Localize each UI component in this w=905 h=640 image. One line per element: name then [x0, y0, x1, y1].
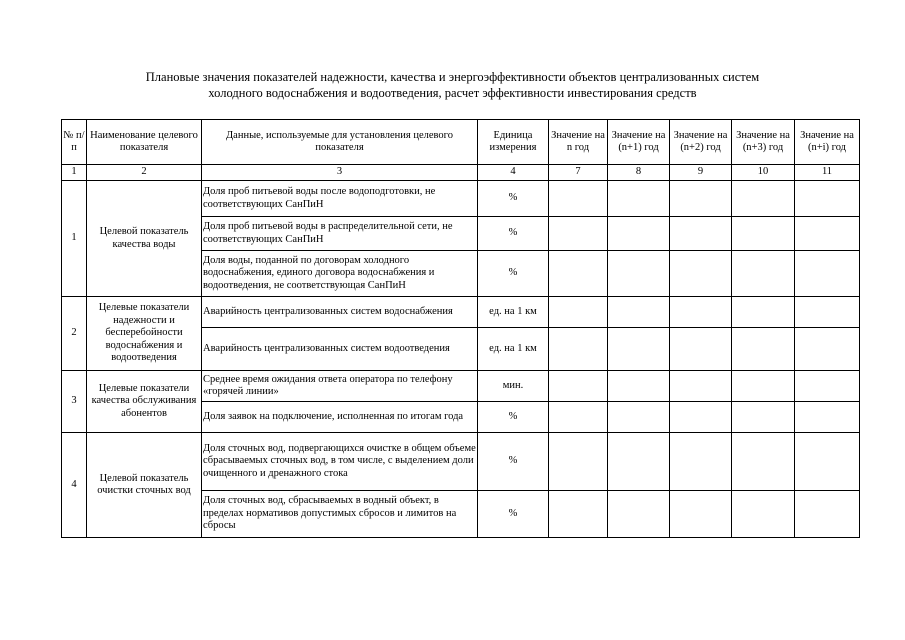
value-cell: [732, 251, 795, 297]
value-cell: [795, 402, 860, 433]
indicator-name-cell: Целевые показатели качества обслуживания абонентов: [87, 371, 202, 433]
value-cell: [608, 328, 670, 371]
value-cell: [670, 217, 732, 251]
value-cell: [670, 371, 732, 402]
document-title: [60, 69, 845, 101]
value-cell: [795, 433, 860, 491]
value-cell: [670, 491, 732, 538]
group-number-cell: 4: [62, 433, 87, 538]
table-row: [62, 181, 860, 217]
header-cell: Единица измерения: [478, 120, 549, 165]
column-number-cell: 7: [549, 165, 608, 181]
unit-cell: %: [478, 181, 549, 217]
indicator-data-cell: Доля заявок на подключение, исполненная по итогам года: [202, 402, 478, 433]
column-number-cell: 9: [670, 165, 732, 181]
unit-cell: %: [478, 433, 549, 491]
indicator-data-cell: Доля сточных вод, сбрасываемых в водный объект, в пределах нормативов допустимых сбросов и лимитов на сбросы: [202, 491, 478, 538]
title-line-1: Плановые значения показателей надежности, качества и энергоэффективности объектов централизованных систем: [145, 70, 760, 84]
title-line-2: холодного водоснабжения и водоотведения, расчет эффективности инвестирования средств: [208, 86, 697, 100]
value-cell: [732, 491, 795, 538]
value-cell: [670, 181, 732, 217]
value-cell: [608, 433, 670, 491]
unit-cell: %: [478, 491, 549, 538]
value-cell: [670, 251, 732, 297]
value-cell: [608, 251, 670, 297]
indicator-name-cell: Целевой показатель очистки сточных вод: [87, 433, 202, 538]
unit-cell: %: [478, 251, 549, 297]
header-cell: Значение на (n+2) год: [670, 120, 732, 165]
unit-cell: ед. на 1 км: [478, 328, 549, 371]
column-number-cell: 3: [202, 165, 478, 181]
column-number-cell: 1: [62, 165, 87, 181]
value-cell: [608, 297, 670, 328]
header-cell: Значение на n год: [549, 120, 608, 165]
header-cell: Значение на (n+i) год: [795, 120, 860, 165]
value-cell: [549, 181, 608, 217]
value-cell: [549, 402, 608, 433]
value-cell: [795, 328, 860, 371]
header-cell: Данные, используемые для установления целевого показателя: [202, 120, 478, 165]
table-row: [62, 371, 860, 402]
value-cell: [608, 371, 670, 402]
header-cell: Значение на (n+3) год: [732, 120, 795, 165]
value-cell: [732, 328, 795, 371]
unit-cell: мин.: [478, 371, 549, 402]
value-cell: [670, 402, 732, 433]
value-cell: [795, 297, 860, 328]
value-cell: [549, 491, 608, 538]
value-cell: [670, 433, 732, 491]
column-number-row: [62, 165, 860, 181]
header-cell: № п/п: [62, 120, 87, 165]
indicator-data-cell: Среднее время ожидания ответа оператора по телефону «горячей линии»: [202, 371, 478, 402]
header-cell: Значение на (n+1) год: [608, 120, 670, 165]
indicator-data-cell: Доля проб питьевой воды после водоподготовки, не соответствующих СанПиН: [202, 181, 478, 217]
indicator-name-cell: Целевой показатель качества воды: [87, 181, 202, 297]
header-cell: Наименование целевого показателя: [87, 120, 202, 165]
value-cell: [549, 328, 608, 371]
value-cell: [795, 251, 860, 297]
value-cell: [608, 402, 670, 433]
value-cell: [549, 217, 608, 251]
value-cell: [732, 297, 795, 328]
value-cell: [795, 181, 860, 217]
value-cell: [670, 297, 732, 328]
table-row: [62, 297, 860, 328]
value-cell: [795, 217, 860, 251]
indicators-table: [61, 119, 860, 538]
value-cell: [549, 251, 608, 297]
indicator-data-cell: Доля проб питьевой воды в распределительной сети, не соответствующих СанПиН: [202, 217, 478, 251]
column-number-cell: 10: [732, 165, 795, 181]
unit-cell: ед. на 1 км: [478, 297, 549, 328]
group-number-cell: 3: [62, 371, 87, 433]
indicator-name-cell: Целевые показатели надежности и бесперебойности водоснабжения и водоотведения: [87, 297, 202, 371]
unit-cell: %: [478, 217, 549, 251]
value-cell: [608, 217, 670, 251]
value-cell: [732, 371, 795, 402]
value-cell: [732, 217, 795, 251]
group-number-cell: 1: [62, 181, 87, 297]
value-cell: [670, 328, 732, 371]
indicator-data-cell: Доля воды, поданной по договорам холодного водоснабжения, единого договора водоснабжения и водоотведения, не соответствующая СанПиН: [202, 251, 478, 297]
value-cell: [549, 297, 608, 328]
column-number-cell: 8: [608, 165, 670, 181]
value-cell: [608, 491, 670, 538]
table-row: [62, 433, 860, 491]
value-cell: [608, 181, 670, 217]
indicator-data-cell: Доля сточных вод, подвергающихся очистке в общем объеме сбрасываемых сточных вод, в том числе, с выделением доли очищенного и дренажного стока: [202, 433, 478, 491]
value-cell: [732, 433, 795, 491]
indicator-data-cell: Аварийность централизованных систем водоотведения: [202, 328, 478, 371]
value-cell: [549, 371, 608, 402]
value-cell: [732, 402, 795, 433]
value-cell: [549, 433, 608, 491]
column-number-cell: 11: [795, 165, 860, 181]
unit-cell: %: [478, 402, 549, 433]
header-row: [62, 120, 860, 165]
value-cell: [795, 371, 860, 402]
column-number-cell: 2: [87, 165, 202, 181]
indicator-data-cell: Аварийность централизованных систем водоснабжения: [202, 297, 478, 328]
value-cell: [795, 491, 860, 538]
column-number-cell: 4: [478, 165, 549, 181]
value-cell: [732, 181, 795, 217]
group-number-cell: 2: [62, 297, 87, 371]
